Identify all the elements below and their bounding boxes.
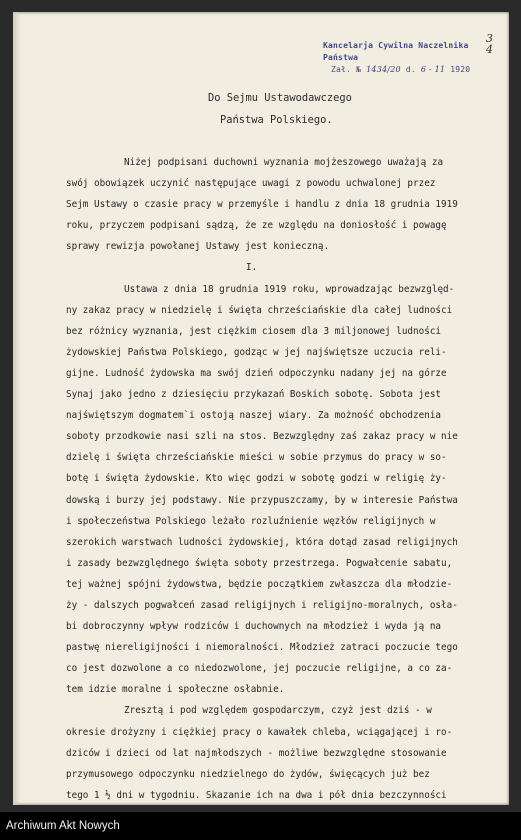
- body-line: gijne. Ludność żydowska ma swój dzień odpoczynku nadany jej na górze: [66, 367, 447, 379]
- body-line: Ustawa z dnia 18 grudnia 1919 roku, wprowadzając bezwzględ-: [124, 283, 455, 295]
- body-line: Synaj jako jedno z dziesięciu przykazań Boskich sobotę. Sobota jest: [66, 389, 442, 401]
- body-line: ny zakaz pracy w niedzielę i święta chrześciańskie dla całej ludności: [66, 304, 453, 316]
- body-line: tej ważnej spójni żydowstwa, będzie początkiem zwłaszcza dla młodzie-: [66, 578, 453, 590]
- body-line: bi dobroczynny wpływ rodziców i duchownych na młodzież i wyda ją na: [66, 621, 442, 633]
- body-line: dowską i burzy jej podstawy. Nie przypuszczamy, by w interesie Państwa: [66, 494, 458, 506]
- folio-number: [486, 32, 493, 56]
- body-line: i społeczeństwa Polskiego leżało rozluźnienie węzłów religijnych w: [66, 515, 436, 527]
- stamp-registration-line: [323, 64, 501, 76]
- addressee-line-2: Państwa Polskiego.: [220, 114, 333, 126]
- document-page: [13, 12, 509, 805]
- body-line: botę i święta żydowskie. Kto więc godzi w sobotę godzi w religię ży-: [66, 473, 447, 485]
- body-line: szerokich warstwach ludności żydowskiej, która dotąd zasad religijnych: [66, 536, 458, 548]
- body-line: ży - dalszych pogwałceń zasad religijnych i religijno-moralnych, osła-: [66, 599, 458, 611]
- archive-name: Archiwum Akt Nowych: [6, 820, 120, 832]
- archive-footer: [0, 812, 521, 840]
- body-line: Zresztą i pod względem gospodarczym, czyż jest dziś - w: [124, 705, 432, 717]
- body-line: okresie drożyzny i ciężkiej pracy o kawałek chleba, wciągającej i ro-: [66, 726, 453, 738]
- body-line: żydowskiej Państwa Polskiego, godząc w jej najświętsze uczucia reli-: [66, 346, 447, 358]
- stamp-office-name: Kancelarja Cywilna Naczelnika Państwa: [323, 41, 469, 62]
- body-line: pastwę niereligijności i niemoralności. Młodzież zatraci poczucie tego: [66, 642, 458, 654]
- body-line: swój obowiązek uczynić następujące uwagi z powodu uchwalonej przez: [66, 178, 436, 190]
- folio-number-sub: 4: [486, 43, 493, 56]
- addressee-block: [208, 87, 468, 131]
- body-line: najświętszym dogmatem`i ostoją naszej wiary. Za możność obchodzenia: [66, 410, 442, 422]
- body-line: i zasady bezwzględnego święta soboty przestrzega. Pogwałcenie sabatu,: [66, 557, 453, 569]
- body-line: tem idzie moralne i społeczne osłabnie.: [66, 684, 285, 696]
- stamp-date-prefix: d.: [405, 65, 416, 74]
- stamp-number-prefix: Zał. №: [331, 65, 362, 74]
- body-line: soboty przodkowie nasi szli na stos. Bezwzględny zaś zakaz pracy w nie: [66, 431, 458, 443]
- stamp-date: 6 - 11: [420, 65, 446, 74]
- body-line: co jest dozwolone a co niedozwolone, jej poczucie religijne, a co za-: [66, 663, 453, 675]
- section-heading: I.: [246, 262, 258, 274]
- body-line: przymusowego odpoczynku niedzielnego do żydów, święcących już bez: [66, 768, 430, 780]
- body-line: bez różnicy wyznania, jest ciężkim ciosem dla 3 miljonowej ludności: [66, 325, 442, 337]
- body-line: roku, przyczem podpisani sądzą, że ze względu na doniosłość i powagę: [66, 220, 447, 232]
- letter-body: [66, 152, 496, 827]
- body-line: Sejm Ustawy o czasie pracy w przemyśle i handlu z dnia 18 grudnia 1919: [66, 199, 458, 211]
- body-line: dzielę i święta chrześciańskie mieści w sobie przymus do pracy w so-: [66, 452, 447, 464]
- addressee-line-1: Do Sejmu Ustawodawczego: [208, 92, 352, 104]
- chancellery-stamp: [323, 40, 501, 80]
- stamp-number: 1434/20: [366, 65, 401, 74]
- body-line: Niżej podpisani duchowni wyznania mojżeszowego uważają za: [124, 157, 444, 168]
- stamp-year: 1920: [450, 65, 471, 74]
- body-line: dziców i dzieci od lat najmłodszych - możliwe bezwzględne stosowanie: [66, 747, 447, 759]
- body-line: sprawy rewizja powołanej Ustawy jest konieczną.: [66, 241, 330, 253]
- body-line: tego 1 ½ dni w tygodniu. Skazanie ich na dwa i pół dnia bezczynności: [66, 789, 447, 801]
- folio-number-top: 3: [486, 32, 493, 45]
